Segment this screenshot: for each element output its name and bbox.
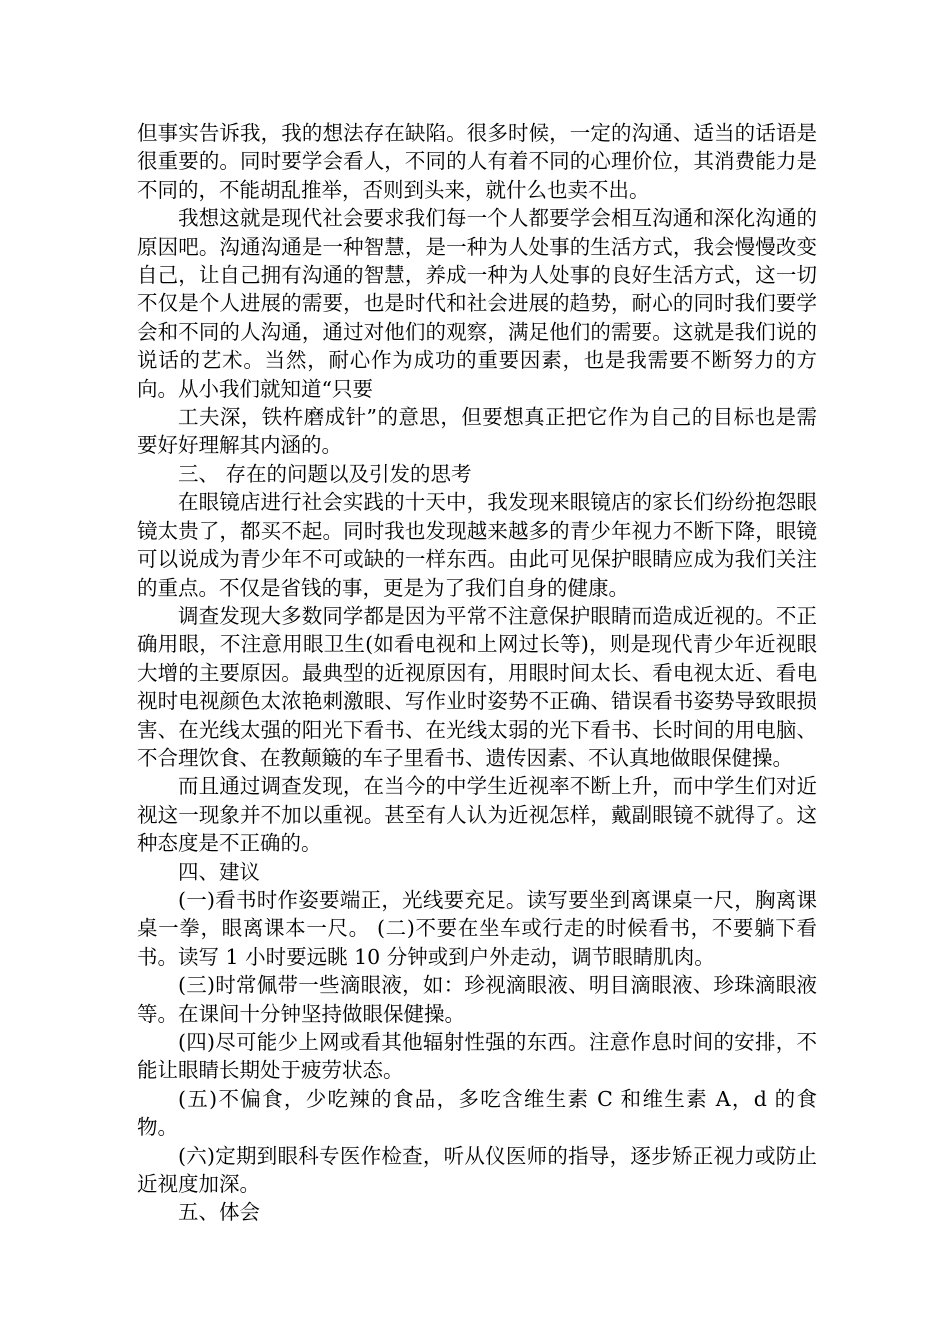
section-heading-5: 五、体会 [178,1200,260,1225]
paragraph-2: 我想这就是现代社会要求我们每一个人都要学会相互沟通和深化沟通的原因吧。沟通沟通是一种智慧，是一种为人处事的生活方式，我会慢慢改变自己，让自己拥有沟通的智慧，养成一种为人处事的良好生活方式，这一切不仅是个人进展的需要，也是时代和社会进展的趋势，耐心的同时我们要学会和不同的人沟通，通过对他们的观察，满足他们的需要。这就是我们说的说话的艺术。当然，耐心作为成功的重要因素，也是我需要不断努力的方向。从小我们就知道“只要 [137,206,817,401]
paragraph-6: 调查发现大多数同学都是因为平常不注意保护眼睛而造成近视的。不正确用眼，不注意用眼卫生(如看电视和上网过长等)，则是现代青少年近视眼大增的主要原因。最典型的近视原因有，用眼时间太长、看电视太近、看电视时电视颜色太浓艳刺激眼、写作业时姿势不正确、错误看书姿势导致眼损害、在光线太强的阳光下看书、在光线太弱的光下看书、长时间的用电脑、不合理饮食、在教颠簸的车子里看书、遗传因素、不认真地做眼保健操。 [137,603,817,770]
paragraph-3: 工夫深，铁杵磨成针”的意思，但要想真正把它作为自己的目标也是需要好好理解其内涵的。 [137,405,817,458]
suggestion-1-2: (一)看书时作姿要端正，光线要充足。读写要坐到离课桌一尺，胸离课桌一拳，眼离课本一尺。 (二)不要在坐车或行走的时候看书，不要躺下看书。读写 1 小时要远眺 10 分钟或到户外走动，调节眼睛肌肉。 [137,887,817,969]
suggestion-5: (五)不偏食，少吃辣的食品，多吃含维生素 C 和维生素 A，d 的食物。 [137,1086,817,1140]
section-heading-4: 四、建议 [178,859,260,884]
suggestion-3: (三)时常佩带一些滴眼液，如：珍视滴眼液、明目滴眼液、珍珠滴眼液等。在课间十分钟坚持做眼保健操。 [137,973,817,1026]
document-page [137,119,817,1227]
paragraph-7: 而且通过调查发现，在当今的中学生近视率不断上升，而中学生们对近视这一现象并不加以重视。甚至有人认为近视怎样，戴副眼镜不就得了。这种态度是不正确的。 [137,774,817,856]
suggestion-6: (六)定期到眼科专医作检查，听从仪医师的指导，逐步矫正视力或防止近视度加深。 [137,1143,817,1197]
section-heading-3: 三、 存在的问题以及引发的思考 [178,461,472,486]
suggestion-4: (四)尽可能少上网或看其他辐射性强的东西。注意作息时间的安排，不能让眼睛长期处于疲劳状态。 [137,1030,817,1083]
paragraph-1: 但事实告诉我，我的想法存在缺陷。很多时候，一定的沟通、适当的话语是很重要的。同时要学会看人，不同的人有着不同的心理价位，其消费能力是不同的，不能胡乱推举，否则到头来，就什么也卖不出。 [137,121,817,202]
paragraph-5: 在眼镜店进行社会实践的十天中，我发现来眼镜店的家长们纷纷抱怨眼镜太贵了，都买不起。同时我也发现越来越多的青少年视力不断下降，眼镜可以说成为青少年不可或缺的一样东西。由此可见保护眼睛应成为我们关注的重点。不仅是省钱的事，更是为了我们自身的健康。 [137,490,817,600]
